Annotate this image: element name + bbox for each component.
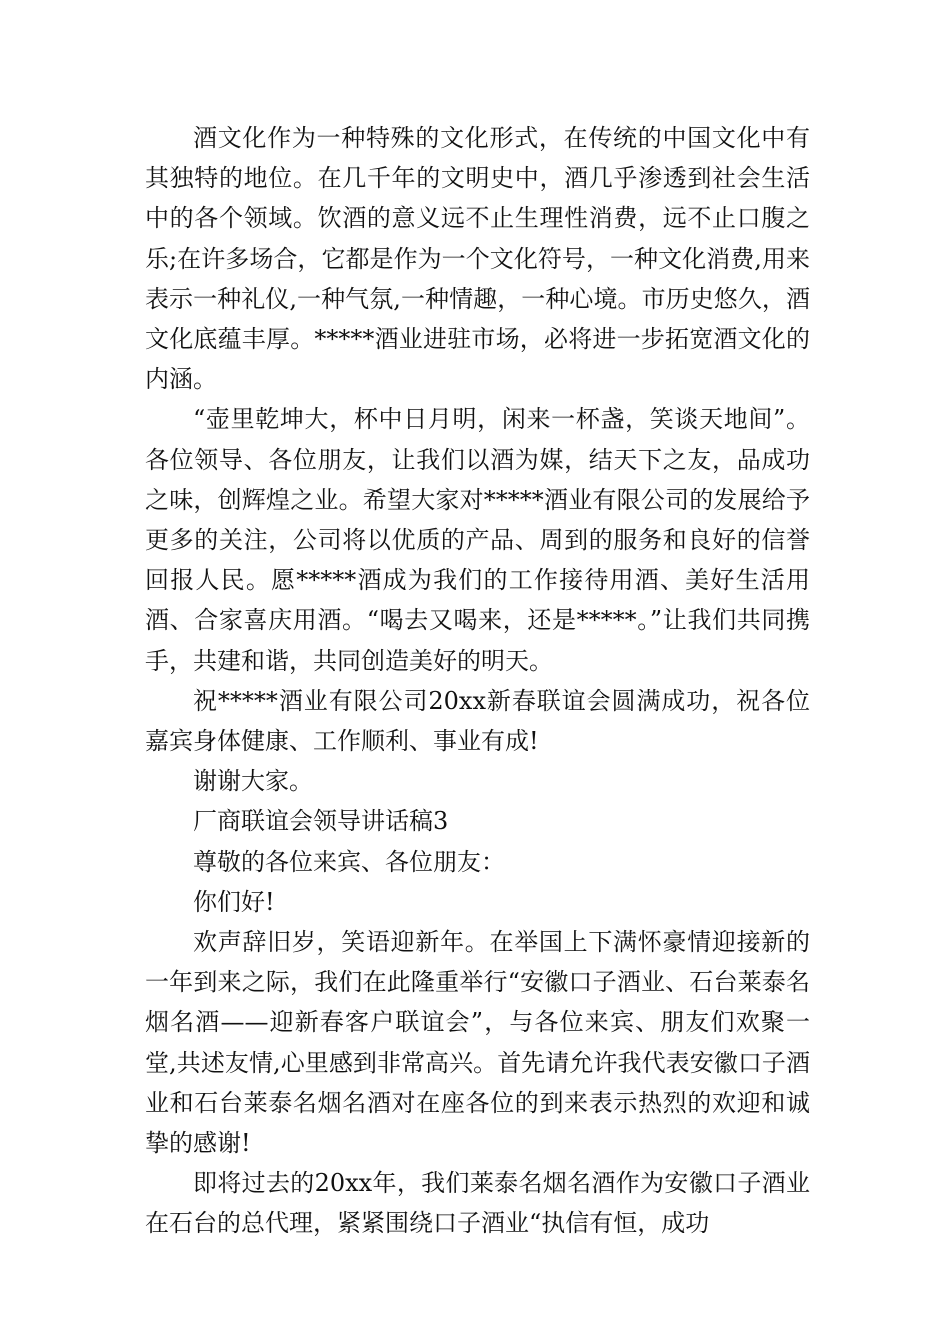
section-heading: 厂商联谊会领导讲话稿3 [193, 807, 449, 836]
paragraph-toast-quote: “壶里乾坤大，杯中日月明，闲来一杯盏，笑谈天地间”。各位领导、各位朋友，让我们以酒为媒，结天下之友，品成功之味，创辉煌之业。希望大家对*****酒业有限公司的发展给予更多的关注，公司将以优质的产品、周到的服务和良好的信誉回报人民。愿*****酒成为我们的工作接待用酒、美好生活用酒、合家喜庆用酒。“喝去又喝来，还是*****。”让我们共同携手，共建和谐，共同创造美好的明天。 [145, 405, 810, 675]
paragraph-wishes: 祝*****酒业有限公司20xx新春联谊会圆满成功，祝各位嘉宾身体健康、工作顺利、事业有成! [145, 686, 810, 756]
salutation: 尊敬的各位来宾、各位朋友： [193, 847, 505, 876]
document-body [145, 118, 810, 1244]
paragraph-wine-culture: 酒文化作为一种特殊的文化形式，在传统的中国文化中有其独特的地位。在几千年的文明史中，酒几乎渗透到社会生活中的各个领域。饮酒的意义远不止生理性消费，远不止口腹之乐;在许多场合，它都是作为一个文化符号，一种文化消费,用来表示一种礼仪,一种气氛,一种情趣，一种心境。市历史悠久，酒文化底蕴丰厚。*****酒业进驻市场，必将进一步拓宽酒文化的内涵。 [145, 124, 810, 394]
greeting: 你们好! [193, 887, 275, 916]
paragraph-thanks: 谢谢大家。 [193, 767, 313, 796]
paragraph-new-year: 欢声辞旧岁，笑语迎新年。在举国上下满怀豪情迎接新的一年到来之际，我们在此隆重举行“安徽口子酒业、石台莱泰名烟名酒——迎新春客户联谊会”，与各位来宾、朋友们欢聚一堂,共述友情,心里感到非常高兴。首先请允许我代表安徽口子酒业和石台莱泰名烟名酒对在座各位的到来表示热烈的欢迎和诚挚的感谢! [145, 928, 810, 1158]
paragraph-past-year: 即将过去的20xx年，我们莱泰名烟名酒作为安徽口子酒业在石台的总代理，紧紧围绕口子酒业“执信有恒，成功 [145, 1169, 810, 1238]
